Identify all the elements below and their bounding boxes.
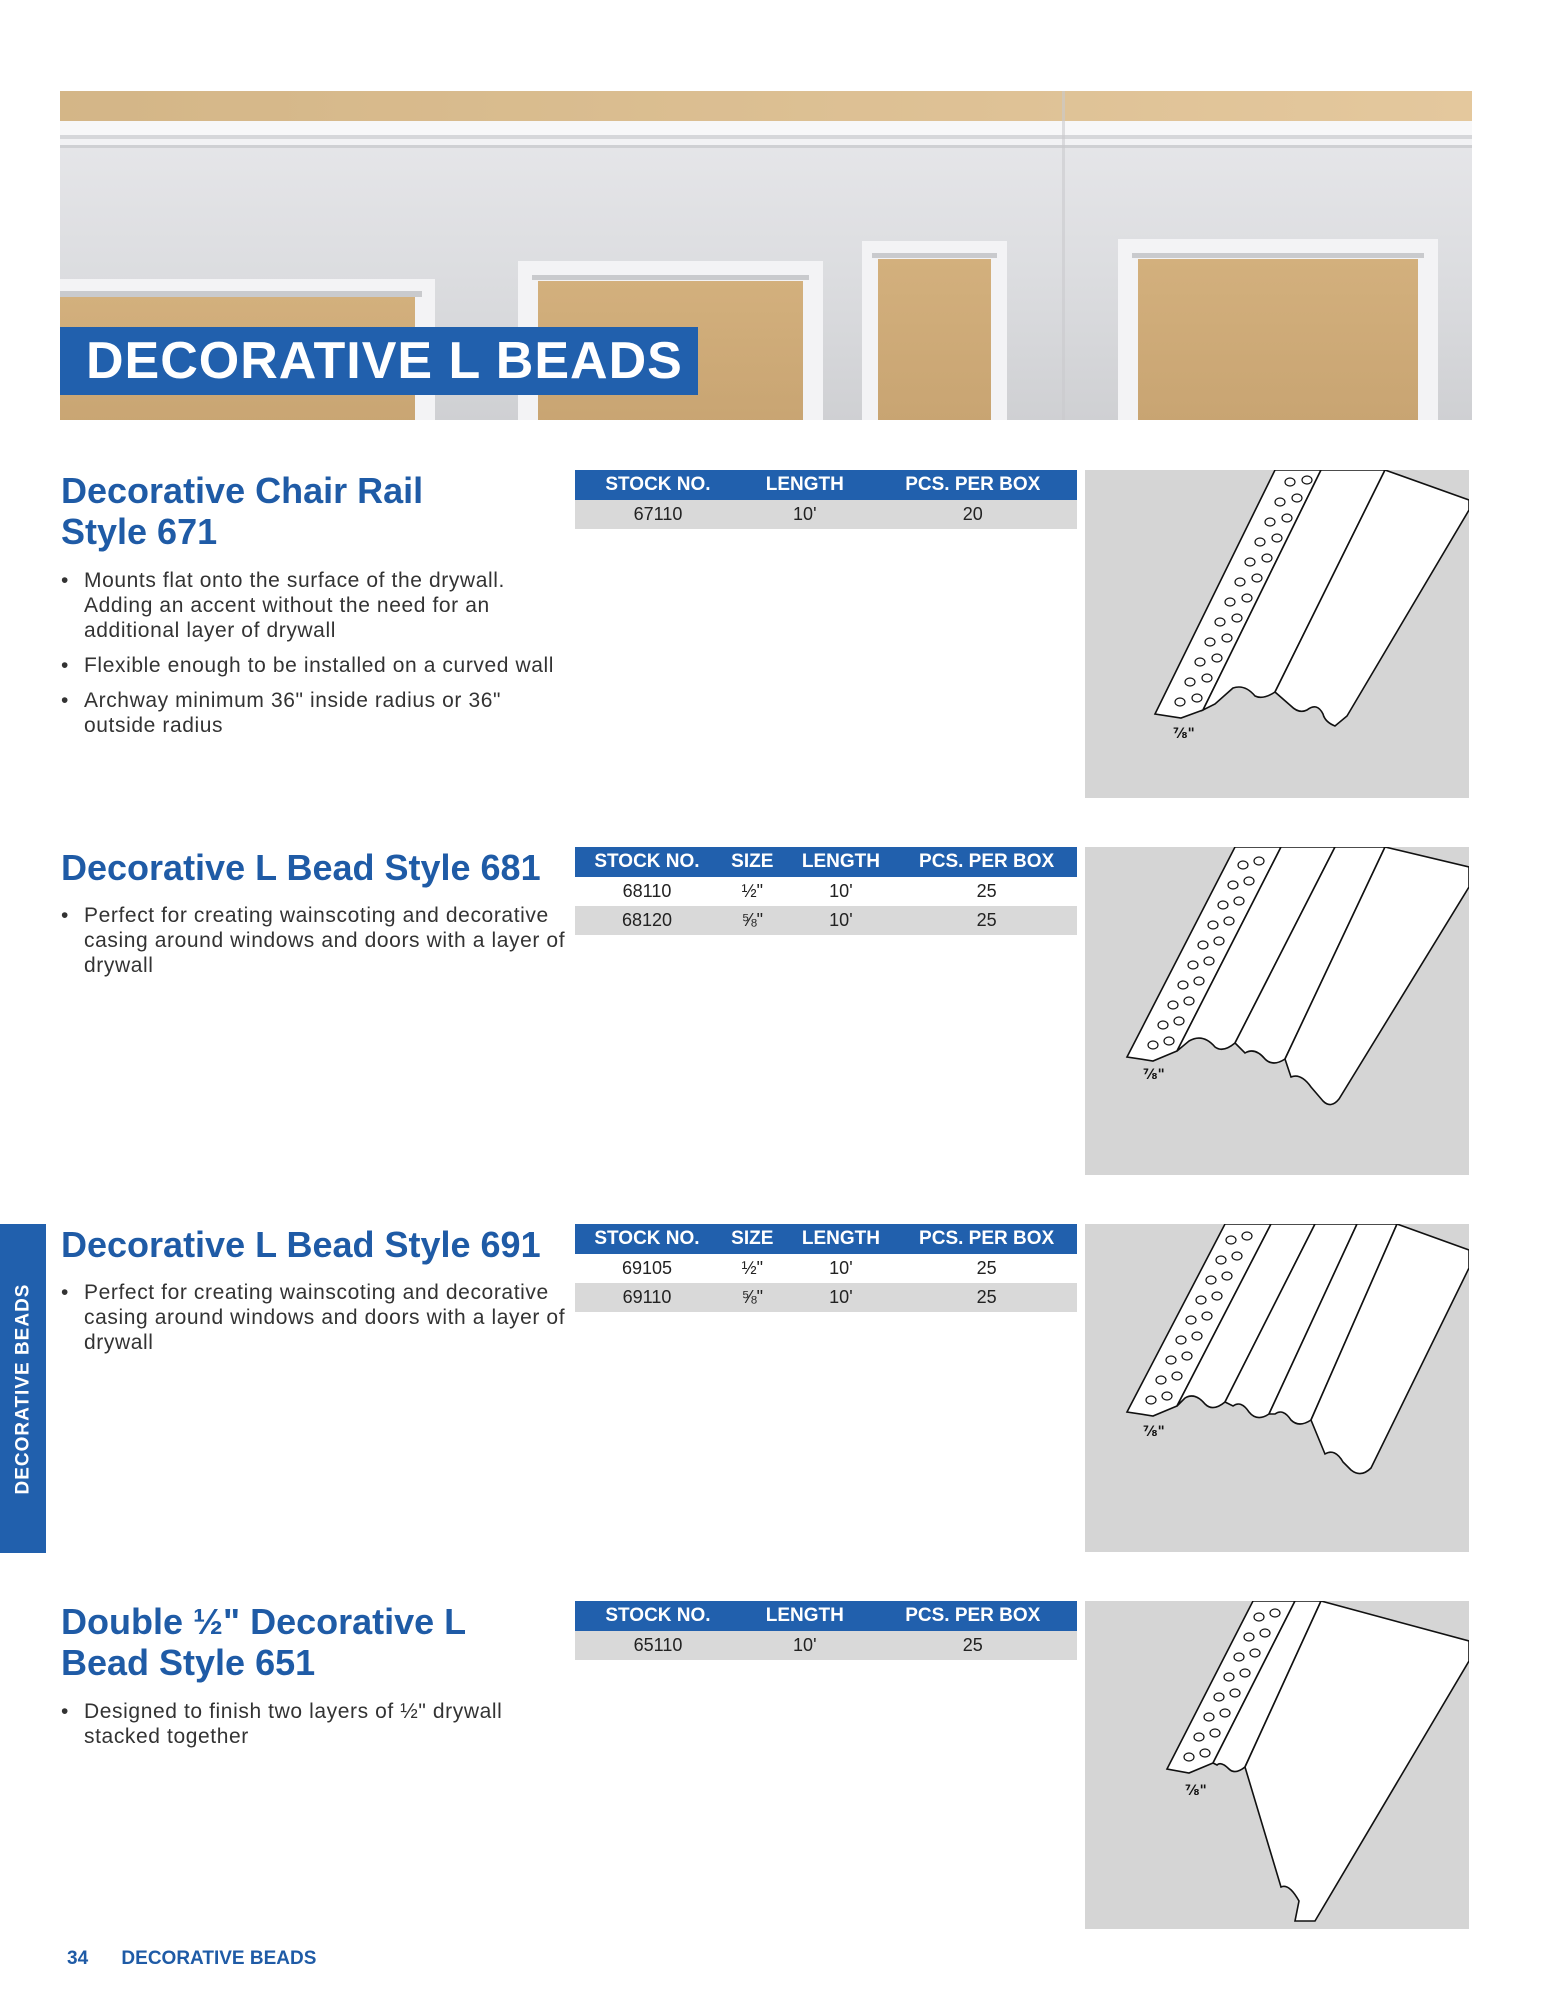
spec-header-row [575, 1224, 1077, 1254]
col-header: STOCK NO. [575, 470, 741, 500]
table-cell: ⅝" [719, 906, 786, 935]
table-cell: 25 [896, 906, 1077, 935]
bead-671-drawing [1085, 470, 1469, 798]
product-title-line2: Bead Style 651 [61, 1642, 316, 1683]
table-cell: 10' [741, 500, 869, 529]
hero-banner [60, 91, 1472, 420]
col-header: PCS. PER BOX [896, 1224, 1077, 1254]
table-row [575, 877, 1077, 906]
table-cell: ⅝" [719, 1283, 786, 1312]
table-row [575, 906, 1077, 935]
feature-item: • Designed to finish two layers of ½" drywall stacked together [61, 1699, 571, 1749]
footer-section-label: DECORATIVE BEADS [121, 1948, 317, 1969]
feature-item: • Archway minimum 36" inside radius or 36" outside radius [61, 688, 571, 738]
bead-681-drawing [1085, 847, 1469, 1175]
table-cell: 68120 [575, 906, 719, 935]
side-tab [0, 1224, 46, 1553]
table-cell: 25 [869, 1631, 1077, 1660]
feature-item: • Flexible enough to be installed on a curved wall [61, 653, 571, 678]
product-title-line2: Style 671 [61, 511, 218, 552]
dimension-label: ⅞" [1185, 1783, 1207, 1799]
col-header: PCS. PER BOX [869, 1601, 1077, 1631]
feature-list [61, 1699, 571, 1759]
feature-list [61, 903, 571, 988]
spec-table [575, 1601, 1077, 1660]
page-title: DECORATIVE L BEADS [60, 327, 698, 395]
col-header: LENGTH [786, 847, 897, 877]
table-cell: 67110 [575, 500, 741, 529]
feature-item: • Perfect for creating wainscoting and decorative casing around windows and doors with a layer of drywall [61, 903, 571, 978]
table-row [575, 500, 1077, 529]
table-cell: 10' [741, 1631, 869, 1660]
spec-table [575, 847, 1077, 935]
side-tab-label: DECORATIVE BEADS [12, 1283, 34, 1494]
table-cell: 20 [869, 500, 1077, 529]
spec-header-row [575, 470, 1077, 500]
table-cell: ½" [719, 877, 786, 906]
bead-651-drawing [1085, 1601, 1469, 1929]
dimension-label: ⅞" [1143, 1424, 1165, 1440]
bead-profile-diagram [1085, 470, 1469, 798]
page-number: 34 [67, 1948, 89, 1969]
dimension-label: ⅞" [1143, 1067, 1165, 1083]
feature-item: • Mounts flat onto the surface of the drywall. Adding an accent without the need for an additional layer of drywall [61, 568, 571, 643]
page-footer [67, 1948, 344, 1970]
col-header: LENGTH [741, 1601, 869, 1631]
product-title [61, 1601, 561, 1683]
col-header: SIZE [719, 847, 786, 877]
table-cell: 68110 [575, 877, 719, 906]
dimension-label: ⅞" [1173, 726, 1195, 742]
feature-list [61, 1280, 571, 1365]
table-cell: 65110 [575, 1631, 741, 1660]
table-cell: 10' [786, 1283, 897, 1312]
spec-table [575, 1224, 1077, 1312]
product-title: Decorative L Bead Style 681 [61, 847, 541, 888]
table-cell: 10' [786, 1254, 897, 1283]
table-row [575, 1631, 1077, 1660]
table-cell: 25 [896, 1283, 1077, 1312]
col-header: LENGTH [786, 1224, 897, 1254]
spec-table [575, 470, 1077, 529]
product-title-line1: Decorative Chair Rail [61, 470, 424, 511]
col-header: STOCK NO. [575, 1224, 719, 1254]
product-title: Decorative L Bead Style 691 [61, 1224, 541, 1265]
table-cell: 25 [896, 1254, 1077, 1283]
table-cell: 10' [786, 877, 897, 906]
table-cell: 10' [786, 906, 897, 935]
table-cell: 25 [896, 877, 1077, 906]
col-header: PCS. PER BOX [869, 470, 1077, 500]
col-header: PCS. PER BOX [896, 847, 1077, 877]
feature-item: • Perfect for creating wainscoting and decorative casing around windows and doors with a layer of drywall [61, 1280, 571, 1355]
table-cell: 69110 [575, 1283, 719, 1312]
col-header: SIZE [719, 1224, 786, 1254]
product-title [61, 470, 561, 552]
bead-profile-diagram [1085, 847, 1469, 1175]
table-row [575, 1254, 1077, 1283]
bead-691-drawing [1085, 1224, 1469, 1552]
col-header: LENGTH [741, 470, 869, 500]
table-row [575, 1283, 1077, 1312]
feature-list [61, 568, 571, 748]
col-header: STOCK NO. [575, 847, 719, 877]
bead-profile-diagram [1085, 1601, 1469, 1929]
col-header: STOCK NO. [575, 1601, 741, 1631]
bead-profile-diagram [1085, 1224, 1469, 1552]
spec-header-row [575, 847, 1077, 877]
table-cell: ½" [719, 1254, 786, 1283]
table-cell: 69105 [575, 1254, 719, 1283]
spec-header-row [575, 1601, 1077, 1631]
product-title-line1: Double ½" Decorative L [61, 1601, 467, 1642]
